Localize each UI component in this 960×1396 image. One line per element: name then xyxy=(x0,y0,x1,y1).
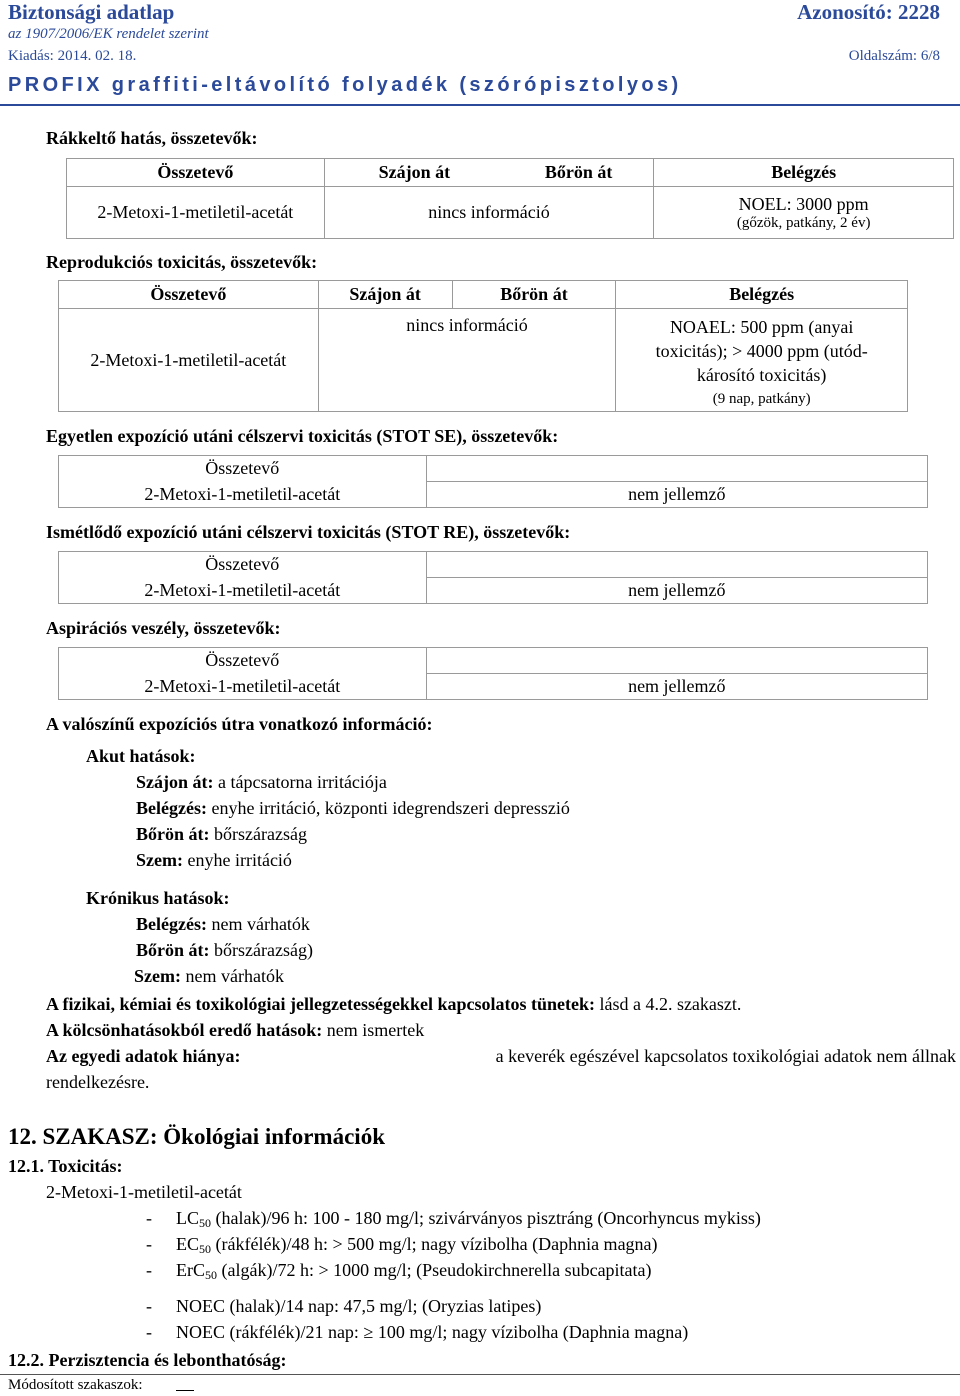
missing-data-text-2: rendelkezésre. xyxy=(46,1072,150,1092)
chronic-dermal: Bőrön át: bőrszárazság) xyxy=(136,940,313,960)
component-name: 2-Metoxi-1-metiletil-acetát xyxy=(59,309,319,412)
component-name: 2-Metoxi-1-metiletil-acetát xyxy=(59,482,427,508)
stot-se-heading: Egyetlen expozíció utáni célszervi toxicitás (STOT SE), összetevők: xyxy=(46,426,559,446)
issue-date: Kiadás: 2014. 02. 18. xyxy=(8,48,137,64)
document-id: Azonosító: 2228 xyxy=(797,0,940,24)
acute-dermal: Bőrön át: bőrszárazság xyxy=(136,824,307,844)
footer-divider xyxy=(0,1374,960,1375)
toxicity-erc50: ErC$_{50}$ (algák)/72 h: > 1000 mg/l; (Pseudokirchnerella subcapitata) xyxy=(176,1260,652,1282)
missing-data-label: Az egyedi adatok hiánya: xyxy=(46,1046,241,1066)
inhalation-line-1: NOAEL: 500 ppm (anyai xyxy=(669,317,854,337)
inhalation-line-2: toxicitás); > 4000 ppm (utód- xyxy=(655,341,868,361)
bullet-dash: - xyxy=(146,1322,152,1342)
regulation-note: az 1907/2006/EK rendelet szerint xyxy=(8,26,209,42)
toxicity-heading: 12.1. Toxicitás: xyxy=(8,1156,123,1176)
oral-dermal-value: nincs információ xyxy=(324,187,654,239)
bullet-dash: - xyxy=(146,1208,152,1228)
toxicity-component: 2-Metoxi-1-metiletil-acetát xyxy=(46,1182,242,1202)
inhalation-note: (gőzök, patkány, 2 év) xyxy=(736,214,871,231)
bullet-dash: - xyxy=(146,1234,152,1254)
carcinogenic-table xyxy=(66,158,954,239)
col-dermal: Bőrön át xyxy=(452,281,616,309)
section-12-title: 12. SZAKASZ: Ökológiai információk xyxy=(8,1124,385,1149)
col-component: Összetevő xyxy=(59,456,427,482)
symptoms-line: A fizikai, kémiai és toxikológiai jellegzetességekkel kapcsolatos tünetek: lásd a 4.2. szakaszt. xyxy=(46,994,742,1014)
bullet-dash: - xyxy=(146,1296,152,1316)
missing-data-text: a keverék egészével kapcsolatos toxikológiai adatok nem állnak xyxy=(495,1046,956,1066)
component-name: 2-Metoxi-1-metiletil-acetát xyxy=(59,578,427,604)
page-number: Oldalszám: 6/8 xyxy=(848,48,940,64)
stot-re-heading: Ismétlődő expozíció utáni célszervi toxicitás (STOT RE), összetevők: xyxy=(46,522,571,542)
aspiration-value: nem jellemző xyxy=(426,674,927,700)
modified-sections-blank xyxy=(176,1390,194,1391)
inhalation-value xyxy=(654,187,954,239)
exposure-heading: A valószínű expozíciós útra vonatkozó információ: xyxy=(46,714,433,734)
bullet-dash: - xyxy=(146,1260,152,1280)
toxicity-noec-crustacean: NOEC (rákfélék)/21 nap: ≥ 100 mg/l; nagy vízibolha (Daphnia magna) xyxy=(176,1322,689,1342)
col-component: Összetevő xyxy=(59,552,427,578)
aspiration-heading: Aspirációs veszély, összetevők: xyxy=(46,618,281,638)
empty-header-cell xyxy=(426,552,927,578)
toxicity-ec50: $EC_{50}$ (rákfélék)/48 h: > 500 mg/l; nagy vízibolha (Daphnia magna) xyxy=(176,1234,658,1256)
col-oral: Szájon át xyxy=(318,281,452,309)
chronic-heading: Krónikus hatások: xyxy=(86,888,230,908)
inhalation-value xyxy=(616,309,908,412)
toxicity-lc50: $LC_{50}$ (halak)/96 h: 100 - 180 mg/l; szivárványos pisztráng (Oncorhyncus mykiss) xyxy=(176,1208,761,1230)
interactions-line: A kölcsönhatásokból eredő hatások: nem ismertek xyxy=(46,1020,425,1040)
modified-sections-label: Módosított szakaszok: xyxy=(8,1377,143,1393)
component-name: 2-Metoxi-1-metiletil-acetát xyxy=(67,187,325,239)
reproductive-heading: Reprodukciós toxicitás, összetevők: xyxy=(46,252,318,272)
gte-symbol: ≥ xyxy=(363,1322,374,1342)
acute-inhalation: Belégzés: enyhe irritáció, központi idegrendszeri depresszió xyxy=(136,798,570,818)
col-dermal: Bőrön át xyxy=(504,159,654,187)
product-name: PROFIX graffiti-eltávolító folyadék (szórópisztolyos) xyxy=(8,74,682,96)
acute-eye: Szem: enyhe irritáció xyxy=(136,850,292,870)
reproductive-table xyxy=(58,280,908,412)
col-component: Összetevő xyxy=(59,648,427,674)
missing-data-line xyxy=(46,1046,956,1067)
stot-se-value: nem jellemző xyxy=(426,482,927,508)
chronic-inhalation: Belégzés: nem várhatók xyxy=(136,914,310,934)
col-inhalation: Belégzés xyxy=(654,159,954,187)
col-oral: Szájon át xyxy=(324,159,504,187)
stot-se-table xyxy=(58,455,928,508)
inhalation-line-3: károsító toxicitás) xyxy=(696,365,827,385)
empty-header-cell xyxy=(426,456,927,482)
oral-dermal-value: nincs információ xyxy=(318,309,616,412)
header-divider xyxy=(0,104,960,106)
col-inhalation: Belégzés xyxy=(616,281,908,309)
toxicity-noec-fish: NOEC (halak)/14 nap: 47,5 mg/l; (Oryzias latipes) xyxy=(176,1296,542,1316)
stot-re-value: nem jellemző xyxy=(426,578,927,604)
empty-header-cell xyxy=(426,648,927,674)
acute-oral: Szájon át: a tápcsatorna irritációja xyxy=(136,772,387,792)
aspiration-table xyxy=(58,647,928,700)
col-component: Összetevő xyxy=(67,159,325,187)
carcinogenic-heading: Rákkeltő hatás, összetevők: xyxy=(46,128,258,148)
col-component: Összetevő xyxy=(59,281,319,309)
persistence-heading: 12.2. Perzisztencia és lebonthatóság: xyxy=(8,1350,287,1370)
acute-heading: Akut hatások: xyxy=(86,746,196,766)
stot-re-table xyxy=(58,551,928,604)
document-title: Biztonsági adatlap xyxy=(8,0,175,24)
chronic-eye: Szem: nem várhatók xyxy=(134,966,284,986)
inhalation-note: (9 nap, patkány) xyxy=(712,391,811,407)
inhalation-main: NOEL: 3000 ppm xyxy=(738,193,869,214)
component-name: 2-Metoxi-1-metiletil-acetát xyxy=(59,674,427,700)
